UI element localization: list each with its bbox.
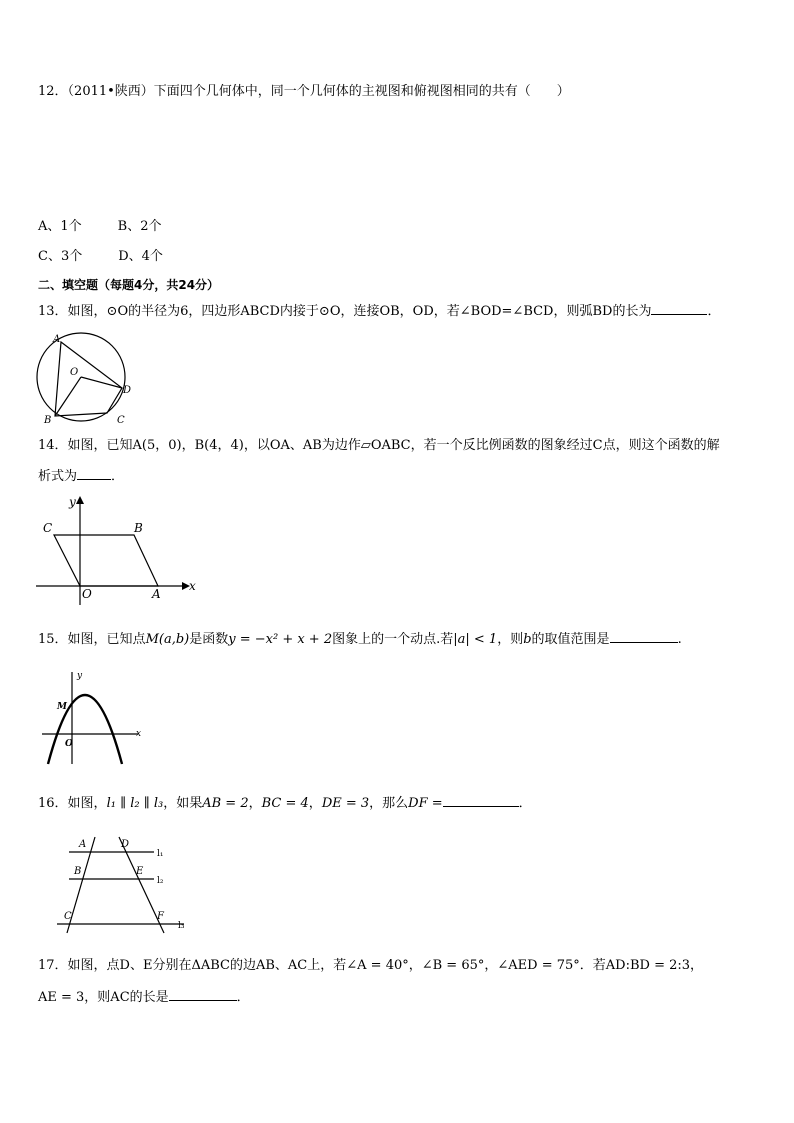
q15-math-point: M(a,b): [145, 632, 190, 647]
label-l2: l₂: [157, 876, 164, 886]
label-o: O: [65, 739, 73, 749]
q13-text: 如图，⊙O的半径为6，四边形ABCD内接于⊙O，连接OB，OD，若∠BOD=∠BCD，则弧BD的长为: [67, 304, 652, 319]
q15-math-var: b: [523, 632, 532, 647]
q12-options-row-1: [38, 218, 162, 236]
q15-text-e: 的取值范围是: [531, 632, 610, 647]
label-l1: l₁: [157, 849, 164, 859]
q12-option-d: D、4个: [118, 249, 163, 264]
label-e: E: [136, 866, 144, 877]
q15-text-c: 图象上的一个动点.若: [332, 632, 454, 647]
q12-option-a: A、1个: [38, 219, 82, 234]
q16-end: ．: [518, 796, 532, 811]
q17-answer-blank[interactable]: [169, 988, 237, 1001]
y-axis-arrow: [76, 496, 84, 504]
section-title: 二、填空题（每题4分，共24分）: [38, 278, 220, 292]
q16-answer-blank[interactable]: [443, 794, 519, 807]
label-o: O: [70, 367, 79, 378]
q15-answer-blank[interactable]: [610, 630, 678, 643]
q15-end: .: [677, 632, 682, 647]
q12-number: 12．: [38, 84, 68, 99]
label-l3: l₃: [178, 921, 185, 931]
q15-math-func: y = −x² + x + 2: [228, 632, 333, 647]
q14-text-1: 如图，已知A(5，0)，B(4，4)，以OA、AB为边作▱OABC，若一个反比例函数的图象经过C点，则这个函数的解: [67, 438, 720, 453]
q15-text-a: 如图，已知点: [67, 632, 146, 647]
q14-stem-line-1: [38, 437, 720, 455]
label-b: B: [44, 415, 52, 426]
q13-number: 13．: [38, 304, 68, 319]
label-a: A: [152, 587, 161, 601]
q14-stem-line-2: [38, 467, 124, 486]
q16-text-e: ，那么: [369, 796, 409, 811]
label-d: D: [121, 839, 130, 850]
q17-text-1: 如图，点D、E分别在ΔABC的边AB、AC上，若∠A = 40°，∠B = 65°，∠AED = 75°．若AD:BD = 2:3，: [67, 958, 704, 973]
q13-circle-figure: [34, 330, 134, 426]
q13-end: ．: [707, 304, 721, 319]
label-b: B: [74, 866, 82, 877]
q15-number: 15．: [38, 632, 68, 647]
q16-math-parallel: l₁ ∥ l₂ ∥ l₃: [106, 796, 164, 811]
label-d: D: [123, 385, 132, 396]
q12-option-c: C、3个: [38, 249, 83, 264]
label-y: y: [69, 495, 76, 509]
q14-answer-blank[interactable]: [77, 467, 111, 480]
q14-end: ．: [111, 469, 125, 484]
q16-math-bc: BC = 4: [261, 796, 309, 811]
q12-text: （2011•陕西）下面四个几何体中，同一个几何体的主视图和俯视图相同的共有（ ）: [67, 84, 570, 99]
label-o: O: [82, 587, 92, 601]
q14-number: 14．: [38, 438, 68, 453]
q16-stem: [38, 794, 532, 813]
q17-end: ．: [236, 990, 250, 1005]
label-x: x: [189, 579, 196, 593]
q14-text-2: 析式为: [38, 469, 78, 484]
q15-parabola-figure: [40, 662, 150, 767]
label-c: C: [117, 415, 125, 426]
q16-math-df: DF =: [408, 796, 443, 811]
label-x: x: [136, 729, 142, 739]
segment-ob: [55, 377, 81, 416]
label-c: C: [64, 911, 72, 922]
label-c: C: [43, 521, 53, 535]
q16-text-d: ，: [308, 796, 322, 811]
label-m: M: [57, 702, 67, 712]
q15-text-b: 是函数: [189, 632, 229, 647]
segment-od: [81, 377, 122, 388]
q17-stem-line-1: [38, 957, 703, 975]
q12-options-row-2: [38, 248, 163, 266]
q17-number: 17．: [38, 958, 68, 973]
q17-stem-line-2: [38, 988, 250, 1007]
q16-math-ab: AB = 2: [202, 796, 249, 811]
q13-stem: [38, 302, 720, 321]
q15-math-cond: |a| < 1: [453, 632, 498, 647]
parallelogram-oabc: [54, 535, 158, 586]
q17-text-2: AE = 3，则AC的长是: [38, 990, 169, 1005]
q12-option-b: B、2个: [117, 219, 162, 234]
label-y: y: [77, 671, 83, 681]
q16-text-a: 如图，: [67, 796, 107, 811]
q13-answer-blank[interactable]: [651, 302, 707, 315]
q16-text-c: ，: [248, 796, 262, 811]
q15-stem: [38, 630, 682, 649]
q12-stem: [38, 83, 570, 101]
q16-text-b: ，如果: [163, 796, 203, 811]
q14-parallelogram-figure: [34, 490, 204, 605]
label-f: F: [157, 911, 164, 922]
label-a: A: [53, 334, 61, 345]
label-b: B: [134, 521, 143, 535]
q15-text-d: ，则: [497, 632, 524, 647]
q16-parallel-lines-figure: [52, 835, 197, 935]
label-a: A: [79, 839, 87, 850]
q16-number: 16．: [38, 796, 68, 811]
q16-math-de: DE = 3: [321, 796, 370, 811]
